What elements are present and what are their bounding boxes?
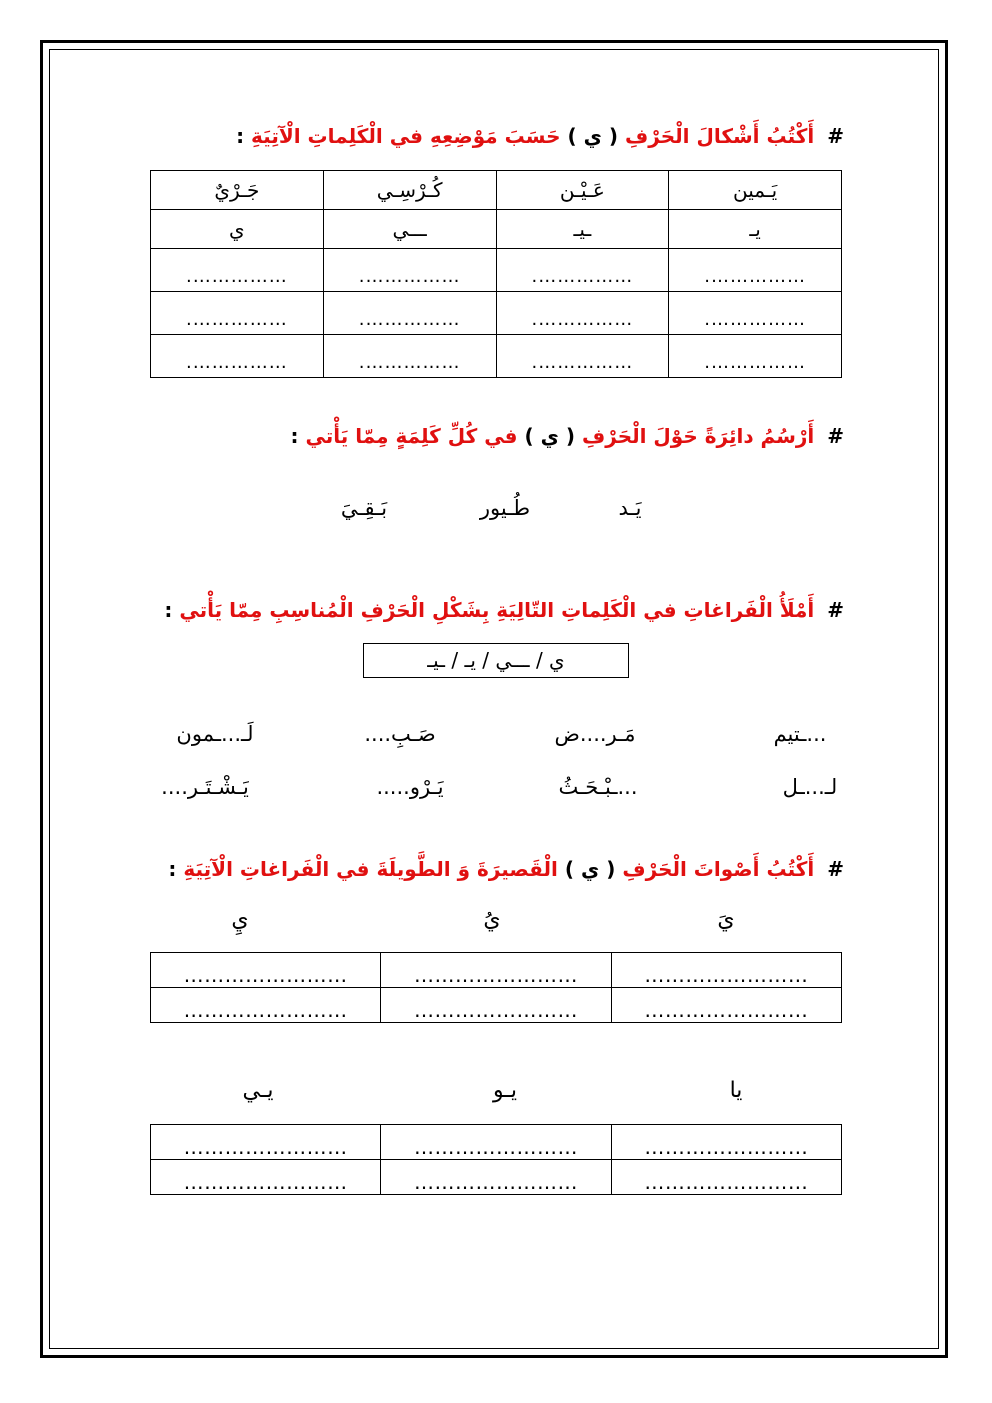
section1-hash: # bbox=[827, 124, 844, 148]
fill-word[interactable]: ...ـتيم bbox=[773, 722, 827, 746]
form-cell: ـيـ bbox=[496, 210, 669, 249]
blank-cell[interactable]: ……………. bbox=[669, 292, 842, 335]
fill-word[interactable]: يَـرْو..... bbox=[376, 775, 444, 799]
word-cell: يَـمين bbox=[669, 171, 842, 210]
blank-cell[interactable]: …………………… bbox=[151, 988, 381, 1023]
blank-cell[interactable]: ……………. bbox=[323, 335, 496, 378]
word-cell: جَـرْيٌ bbox=[151, 171, 324, 210]
circle-word[interactable]: بَـقِـيَ bbox=[340, 496, 388, 520]
fill-word[interactable]: ...ـبْـحَـثُ bbox=[558, 775, 638, 799]
fill-words-row-1 bbox=[0, 722, 992, 752]
table-row bbox=[151, 292, 842, 335]
fill-word[interactable]: لـ...ـل bbox=[782, 775, 838, 799]
section3-colon: : bbox=[164, 598, 173, 622]
blank-cell[interactable]: ……………. bbox=[323, 292, 496, 335]
section2-letter: ( ي ) bbox=[524, 424, 576, 448]
blank-cell[interactable]: …………………… bbox=[611, 953, 841, 988]
word-cell: عَـيْـن bbox=[496, 171, 669, 210]
blank-cell[interactable]: …………………… bbox=[381, 1160, 611, 1195]
long-vowel-label: يا bbox=[729, 1078, 743, 1103]
word-cell: كُـرْسِـي bbox=[323, 171, 496, 210]
circle-word[interactable]: طُـيور bbox=[479, 496, 531, 520]
table-row bbox=[151, 1125, 842, 1160]
long-vowel-label: يـو bbox=[493, 1078, 517, 1103]
blank-cell[interactable]: ……………. bbox=[669, 335, 842, 378]
blank-cell[interactable]: ……………. bbox=[496, 335, 669, 378]
section4-heading bbox=[168, 855, 844, 883]
section1-letter: ( ي ) bbox=[567, 124, 619, 148]
blank-cell[interactable]: …………………… bbox=[381, 953, 611, 988]
table-row bbox=[151, 988, 842, 1023]
long-vowel-label: يـي bbox=[242, 1078, 274, 1103]
form-cell: يـ bbox=[669, 210, 842, 249]
blank-cell[interactable]: …………………… bbox=[381, 1125, 611, 1160]
table-row bbox=[151, 953, 842, 988]
blank-cell[interactable]: …………………… bbox=[611, 1125, 841, 1160]
section2-heading bbox=[291, 422, 845, 450]
short-vowel-label: يَ bbox=[717, 907, 735, 932]
blank-cell[interactable]: …………………… bbox=[611, 988, 841, 1023]
section2-title-part2: في كُلِّ كَلِمَةٍ مِمّا يَأْتي bbox=[305, 424, 518, 448]
short-vowel-label: يِ bbox=[231, 907, 249, 932]
section1-colon: : bbox=[236, 124, 245, 148]
fill-word[interactable]: مَـر....ض bbox=[554, 722, 636, 746]
blank-cell[interactable]: …………………… bbox=[151, 1125, 381, 1160]
section1-title-part2: حَسَبَ مَوْضِعِهِ في الْكَلِماتِ الْآتِيَةِ bbox=[251, 124, 561, 148]
table-row bbox=[151, 1160, 842, 1195]
blank-cell[interactable]: …………………… bbox=[381, 988, 611, 1023]
circle-words-row bbox=[0, 496, 992, 526]
form-cell: ي bbox=[151, 210, 324, 249]
blank-cell[interactable]: ……………. bbox=[323, 249, 496, 292]
long-vowels-table bbox=[150, 1124, 842, 1195]
blank-cell[interactable]: …………………… bbox=[611, 1160, 841, 1195]
section2-title-part1: أَرْسُمُ دائِرَةً حَوْلَ الْحَرْفِ bbox=[582, 424, 815, 448]
fill-word[interactable]: يَـشْـتَـر.... bbox=[161, 775, 249, 799]
fill-words-row-2 bbox=[0, 775, 992, 805]
blank-cell[interactable]: ……………. bbox=[151, 335, 324, 378]
table-row-words bbox=[151, 171, 842, 210]
fill-word[interactable]: لَـ...ـمون bbox=[176, 722, 254, 746]
section2-colon: : bbox=[290, 424, 299, 448]
section3-title: أَمْلَأُ الْفَراغاتِ في الْكَلِماتِ التّالِيَةِ بِشَكْلِ الْحَرْفِ الْمُناسِبِ مِمّا يَأْتي bbox=[179, 598, 815, 622]
blank-cell[interactable]: …………………… bbox=[151, 953, 381, 988]
blank-cell[interactable]: ……………. bbox=[151, 249, 324, 292]
blank-cell[interactable]: ……………. bbox=[496, 249, 669, 292]
section4-colon: : bbox=[168, 857, 177, 881]
section1-title-part1: أَكْتُبُ أَشْكالَ الْحَرْفِ bbox=[625, 124, 815, 148]
letter-options-box: ي / ـــي / يـ / ـيـ bbox=[363, 643, 629, 678]
form-cell: ـــي bbox=[323, 210, 496, 249]
section1-heading bbox=[236, 122, 844, 150]
table-row bbox=[151, 249, 842, 292]
section4-title-part2: الْقَصيرَةَ وَ الطَّويلَةَ في الْفَراغاتِ الْآتِيَةِ bbox=[183, 857, 558, 881]
blank-cell[interactable]: ……………. bbox=[151, 292, 324, 335]
section3-hash: # bbox=[827, 598, 844, 622]
short-vowels-table bbox=[150, 952, 842, 1023]
circle-word[interactable]: يَـد bbox=[618, 496, 642, 520]
fill-word[interactable]: صَـبِ.... bbox=[364, 722, 436, 746]
table-row-forms bbox=[151, 210, 842, 249]
blank-cell[interactable]: …………………… bbox=[151, 1160, 381, 1195]
section4-title-part1: أَكْتُبُ أَصْواتَ الْحَرْفِ bbox=[622, 857, 815, 881]
short-vowel-label: يُ bbox=[483, 907, 501, 932]
letter-forms-table bbox=[150, 170, 842, 378]
blank-cell[interactable]: ……………. bbox=[496, 292, 669, 335]
section3-heading bbox=[164, 596, 844, 624]
section4-hash: # bbox=[827, 857, 844, 881]
section2-hash: # bbox=[827, 424, 844, 448]
section4-letter: ( ي ) bbox=[564, 857, 616, 881]
blank-cell[interactable]: ……………. bbox=[669, 249, 842, 292]
table-row bbox=[151, 335, 842, 378]
